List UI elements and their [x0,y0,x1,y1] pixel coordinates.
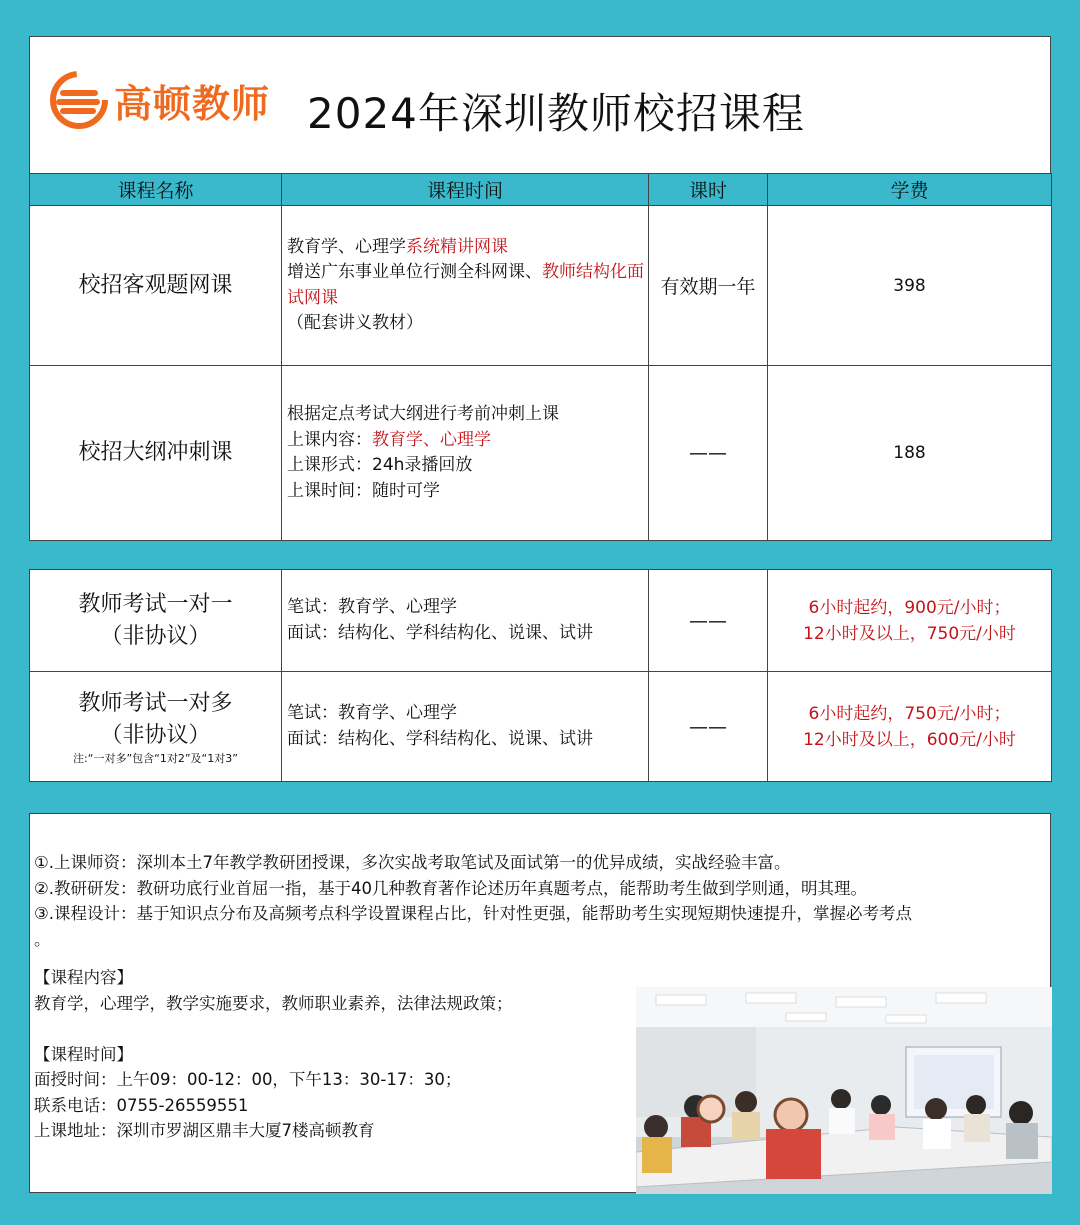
table-row [30,672,1052,782]
course-hours: —— [649,570,768,672]
phone-text: 联系电话：0755-26559551 [34,1095,249,1115]
logo-text: 高顿教师 [114,81,271,126]
table-row [30,570,1052,672]
course-fee: 6小时起约，750元/小时； 12小时及以上，600元/小时 [768,672,1052,782]
course-table [29,173,1052,541]
course-fee: 6小时起约，900元/小时； 12小时及以上，750元/小时 [768,570,1052,672]
course-fee: 188 [768,366,1052,541]
table-row [30,366,1052,541]
course-name: 校招大纲冲刺课 [30,366,282,541]
table-header-row [30,174,1052,206]
time-line: 增送广东事业单位行测全科网课、教师结构化面试网课 [287,262,644,308]
course-time [282,570,649,672]
brand-logo [48,65,270,135]
course-note: 注:“一对多”包含“1对2”及“1对3” [73,751,238,765]
info-panel [29,813,1051,1193]
time-line: （配套讲义教材） [287,313,423,333]
course-time [282,672,649,782]
time-line: 上课时间：随时可学 [287,480,440,501]
course-fee: 398 [768,206,1052,366]
course-time [282,366,649,541]
classroom-photo [636,987,1052,1194]
header-panel [29,36,1051,173]
course-name: 教师考试一对多 （非协议） 注:“一对多”包含“1对2”及“1对3” [30,672,282,782]
course-time [282,206,649,366]
time-line: 笔试：教育学、心理学 [287,597,457,617]
time-line: 上课内容：教育学、心理学 [287,429,491,450]
header-hours: 课时 [649,174,768,206]
time-line: 面试：结构化、学科结构化、说课、试讲 [287,728,593,749]
tutoring-table [29,569,1052,782]
schedule-text: 面授时间：上午09：00-12：00，下午13：30-17：30； [34,1070,462,1090]
header-fee: 学费 [768,174,1052,206]
course-hours: —— [649,366,768,541]
content-text: 教育学，心理学，教学实施要求，教师职业素养，法律法规政策； [34,993,513,1013]
address-text: 上课地址：深圳市罗湖区鼎丰大厦7楼高顿教育 [34,1121,375,1141]
info-point: ①.上课师资：深圳本土7年教学教研团授课，多次实战考取笔试及面试第一的优异成绩，实战经验丰富。 [34,853,791,872]
info-point: 。 [34,929,51,949]
table-row [30,206,1052,366]
course-hours: —— [649,672,768,782]
logo-icon [48,68,110,132]
header-course-time: 课程时间 [282,174,649,206]
course-hours: 有效期一年 [649,206,768,366]
content-heading: 【课程内容】 [34,968,133,988]
time-heading: 【课程时间】 [34,1044,133,1064]
header-course-name: 课程名称 [30,174,282,206]
time-line: 教育学、心理学系统精讲网课 [287,236,508,257]
time-line: 根据定点考试大纲进行考前冲刺上课 [287,404,559,424]
info-point: ②.教研研发：教研功底行业首屈一指，基于40几种教育著作论述历年真题考点，能帮助考生做到学则通，明其理。 [34,878,868,898]
page-title: 2024年深圳教师校招课程 [307,89,805,138]
course-name: 教师考试一对一 （非协议） [30,570,282,672]
time-line: 上课形式：24h录播回放 [287,455,473,475]
time-line: 面试：结构化、学科结构化、说课、试讲 [287,622,593,643]
course-name: 校招客观题网课 [30,206,282,366]
info-point: ③.课程设计：基于知识点分布及高频考点科学设置课程占比，针对性更强，能帮助考生实现短期快速提升，掌握必考考点 [34,904,913,924]
time-line: 笔试：教育学、心理学 [287,703,457,723]
